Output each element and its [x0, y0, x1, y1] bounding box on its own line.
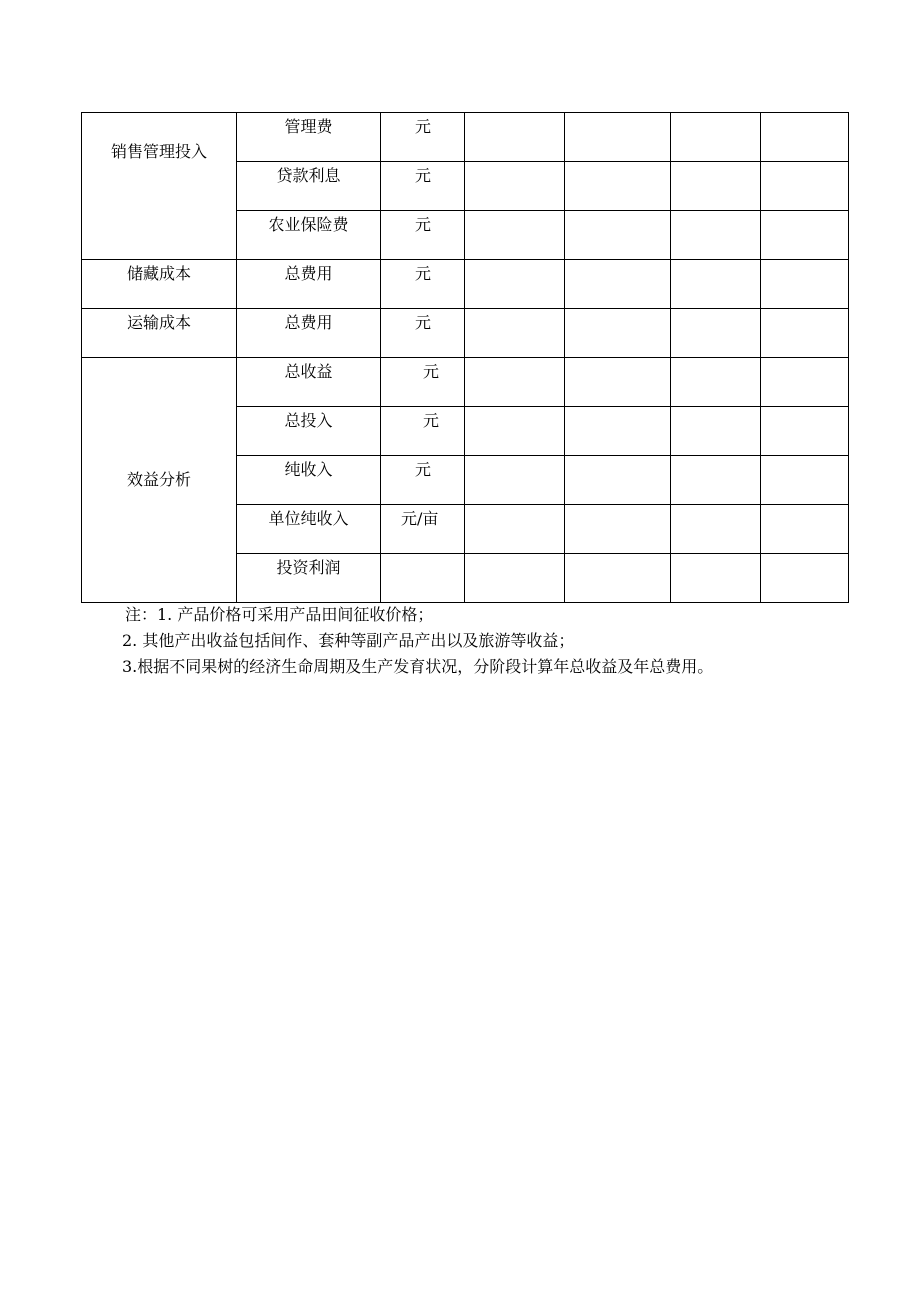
- unit-cell: [381, 260, 465, 309]
- unit-label: 元: [423, 362, 440, 381]
- data-cell[interactable]: [465, 113, 565, 162]
- unit-cell: [381, 211, 465, 260]
- data-cell[interactable]: [761, 456, 849, 505]
- data-cell[interactable]: [565, 358, 671, 407]
- item-label: 农业保险费: [268, 215, 349, 234]
- unit-cell: [381, 407, 465, 456]
- data-cell[interactable]: [761, 309, 849, 358]
- item-cell: [237, 211, 381, 260]
- item-label: 单位纯收入: [268, 509, 349, 528]
- item-cell: [237, 162, 381, 211]
- footnote-2: 2. 其他产出收益包括间作、套种等副产品产出以及旅游等收益；: [122, 631, 575, 650]
- category-label: 运输成本: [126, 313, 191, 332]
- data-cell[interactable]: [465, 211, 565, 260]
- data-cell[interactable]: [671, 211, 761, 260]
- unit-label: 元: [415, 460, 432, 479]
- data-cell[interactable]: [671, 162, 761, 211]
- data-cell[interactable]: [761, 113, 849, 162]
- footnote-1: 注：1. 产品价格可采用产品田间征收价格；: [125, 605, 434, 624]
- footnote-3: 3.根据不同果树的经济生命周期及生产发育状况，分阶段计算年总收益及年总费用。: [122, 657, 714, 676]
- item-label: 贷款利息: [276, 166, 341, 185]
- data-cell[interactable]: [671, 407, 761, 456]
- data-cell[interactable]: [565, 554, 671, 603]
- item-label: 总投入: [284, 411, 333, 430]
- data-cell[interactable]: [761, 162, 849, 211]
- table-row: [82, 260, 849, 309]
- cost-benefit-table: [81, 112, 849, 603]
- unit-label: 元: [415, 264, 432, 283]
- item-cell: [237, 358, 381, 407]
- data-cell[interactable]: [671, 554, 761, 603]
- data-cell[interactable]: [465, 505, 565, 554]
- data-cell[interactable]: [761, 505, 849, 554]
- item-cell: [237, 309, 381, 358]
- table-row: [82, 113, 849, 162]
- data-cell[interactable]: [465, 358, 565, 407]
- unit-cell: [381, 162, 465, 211]
- unit-label: 元: [415, 313, 432, 332]
- item-cell: [237, 407, 381, 456]
- data-cell[interactable]: [465, 162, 565, 211]
- data-cell[interactable]: [671, 358, 761, 407]
- data-cell[interactable]: [565, 456, 671, 505]
- unit-label: 元: [423, 411, 440, 430]
- data-cell[interactable]: [761, 211, 849, 260]
- data-cell[interactable]: [565, 211, 671, 260]
- data-cell[interactable]: [565, 113, 671, 162]
- data-cell[interactable]: [671, 505, 761, 554]
- item-label: 纯收入: [284, 460, 333, 479]
- data-cell[interactable]: [465, 260, 565, 309]
- category-label: 效益分析: [126, 470, 191, 489]
- category-cell-sales: [82, 113, 237, 260]
- unit-label: 元: [415, 166, 432, 185]
- category-cell-storage: [82, 260, 237, 309]
- unit-cell: [381, 505, 465, 554]
- item-label: 总收益: [284, 362, 333, 381]
- table-row: [82, 309, 849, 358]
- data-cell[interactable]: [565, 505, 671, 554]
- data-cell[interactable]: [761, 260, 849, 309]
- data-cell[interactable]: [761, 554, 849, 603]
- unit-cell: [381, 554, 465, 603]
- unit-cell: [381, 309, 465, 358]
- category-cell-transport: [82, 309, 237, 358]
- item-cell: [237, 554, 381, 603]
- unit-cell: [381, 456, 465, 505]
- item-label: 总费用: [284, 264, 333, 283]
- unit-label: [381, 554, 464, 558]
- item-label: 管理费: [284, 117, 333, 136]
- unit-cell: [381, 358, 465, 407]
- data-cell[interactable]: [761, 358, 849, 407]
- unit-label: 元: [415, 117, 432, 136]
- footnotes: [81, 602, 841, 680]
- unit-label: 元: [415, 215, 432, 234]
- data-cell[interactable]: [465, 309, 565, 358]
- data-cell[interactable]: [671, 260, 761, 309]
- item-cell: [237, 505, 381, 554]
- data-cell[interactable]: [465, 554, 565, 603]
- data-cell[interactable]: [761, 407, 849, 456]
- category-label: 储藏成本: [126, 264, 191, 283]
- item-label: 总费用: [284, 313, 333, 332]
- category-label: 销售管理投入: [110, 142, 207, 161]
- item-cell: [237, 260, 381, 309]
- data-cell[interactable]: [565, 407, 671, 456]
- data-cell[interactable]: [671, 456, 761, 505]
- data-cell[interactable]: [465, 456, 565, 505]
- unit-cell: [381, 113, 465, 162]
- data-cell[interactable]: [671, 113, 761, 162]
- data-cell[interactable]: [565, 309, 671, 358]
- unit-label: 元/亩: [401, 509, 439, 528]
- category-cell-benefit: [82, 358, 237, 603]
- table-row: [82, 358, 849, 407]
- item-cell: [237, 456, 381, 505]
- data-cell[interactable]: [565, 260, 671, 309]
- data-cell[interactable]: [671, 309, 761, 358]
- item-cell: [237, 113, 381, 162]
- data-cell[interactable]: [465, 407, 565, 456]
- data-cell[interactable]: [565, 162, 671, 211]
- item-label: 投资利润: [276, 558, 341, 577]
